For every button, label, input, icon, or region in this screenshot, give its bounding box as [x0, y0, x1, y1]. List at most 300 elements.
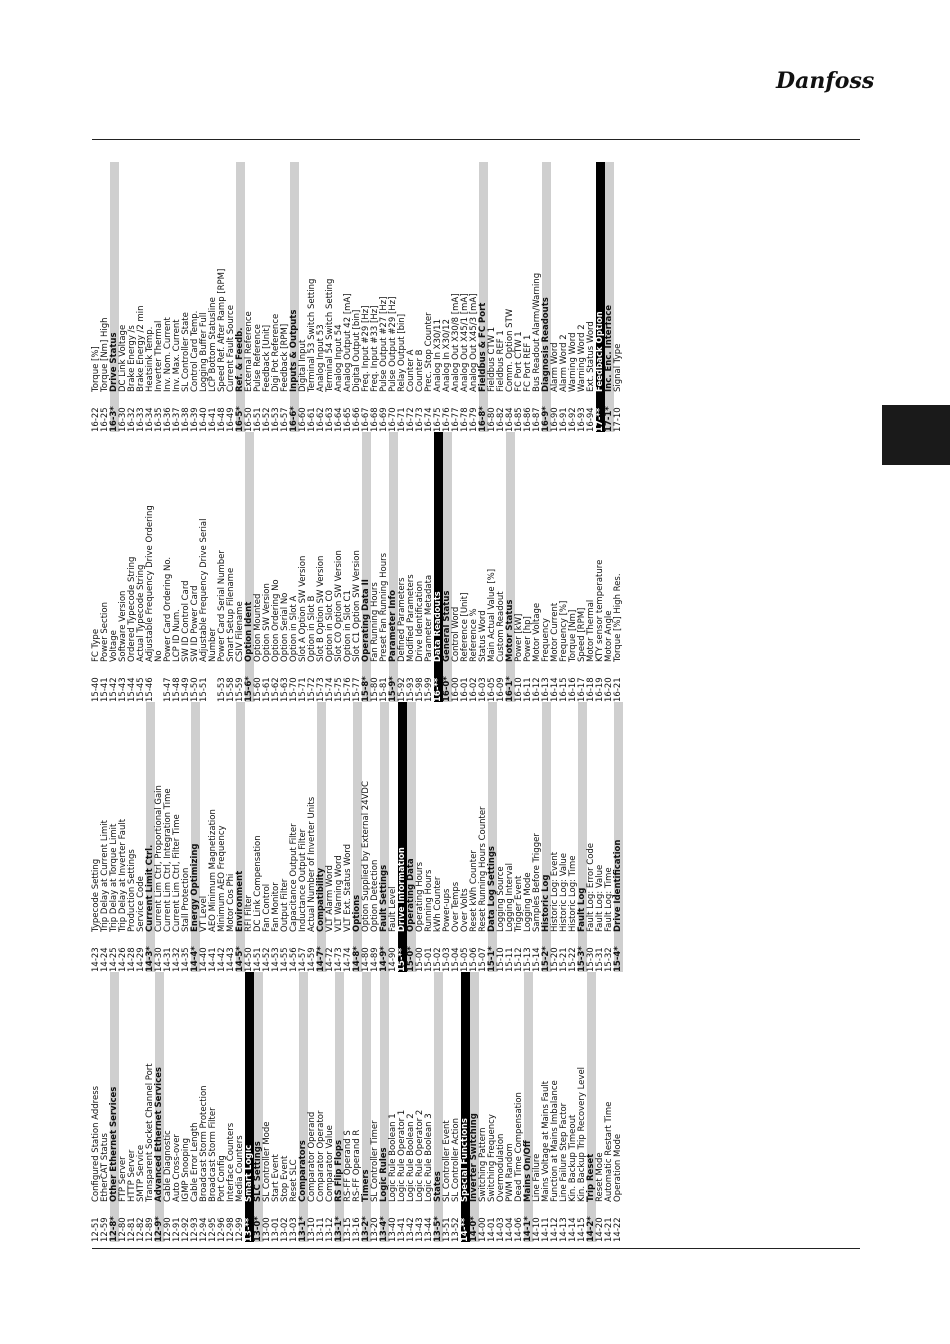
parameter-label: Bus Readout Alarm/Warning — [532, 272, 542, 392]
parameter-number: 16-15 — [559, 677, 569, 702]
parameter-number: 16-35 — [154, 407, 164, 432]
parameter-number: 13-1* — [298, 1216, 308, 1242]
parameter-label: General Status — [442, 590, 452, 662]
parameter-label: Alarm Word — [550, 342, 560, 392]
parameter-number: 15-04 — [451, 947, 461, 972]
parameter-label: Motor Status — [505, 599, 515, 662]
parameter-label: Preset Fan Running Hours — [379, 552, 389, 662]
parameter-label: Power [hp] — [523, 616, 533, 662]
parameter-label: SLC Settings — [253, 1141, 263, 1202]
parameter-label: Adjustable Frequency Drive Serial — [199, 518, 209, 662]
parameter-number: 16-10 — [514, 677, 524, 702]
parameter-label: Power Card Serial Number — [217, 550, 227, 662]
parameter-label: Motor Thermal — [586, 599, 596, 662]
parameter-row — [614, 162, 623, 432]
parameter-label: Operation Mode — [613, 1133, 623, 1202]
parameter-label: Over Temps — [451, 881, 461, 932]
parameter-number: 15-31 — [595, 947, 605, 972]
parameter-number: 12-8* — [109, 1216, 119, 1242]
parameter-number: 17-** — [595, 407, 605, 432]
parameter-label: Warning Word — [568, 332, 578, 392]
parameter-label: Defined Parameters — [397, 577, 407, 662]
parameter-number: 16-73 — [415, 407, 425, 432]
parameter-number: 16-84 — [505, 407, 515, 432]
parameter-number: 16-32 — [127, 407, 137, 432]
parameter-label: Speed Ref. After Ramp [RPM] — [217, 268, 227, 392]
parameter-number: 14-26 — [118, 947, 128, 972]
parameter-label: Ordered Typecode String — [127, 556, 137, 662]
parameter-label: SMTP Service — [136, 1144, 146, 1202]
parameter-label: Mains Voltage at Mains Fault — [541, 1080, 551, 1202]
parameter-label: Fieldbus REF 1 — [496, 330, 506, 392]
parameter-label: DC Link Compensation — [253, 835, 263, 932]
parameter-number: 14-90 — [388, 947, 398, 972]
parameter-number: 15-07 — [478, 947, 488, 972]
top-rule — [92, 139, 860, 140]
parameter-label: VLT Ext. Status Word — [343, 843, 353, 932]
parameter-number: 13-2* — [361, 1216, 371, 1242]
parameter-number: 16-53 — [271, 407, 281, 432]
parameter-label: Pulse Output #27 [Hz] — [379, 296, 389, 392]
parameter-label: Option Serial No — [280, 592, 290, 662]
parameter-number: 14-57 — [298, 947, 308, 972]
parameter-number: 16-12 — [532, 677, 542, 702]
parameter-label: Slot C1 Option SW Version — [352, 550, 362, 662]
parameter-label: Logic Rule Boolean 1 — [388, 1113, 398, 1202]
parameter-number: 13-00 — [262, 1217, 272, 1242]
parameter-label: Trip Delay at Inverter Fault — [118, 818, 128, 932]
parameter-number: 14-14 — [568, 1217, 578, 1242]
parameter-number: 12-91 — [172, 1217, 182, 1242]
parameter-number: 14-29 — [136, 947, 146, 972]
parameter-label: Stall Protection — [181, 867, 191, 932]
parameter-row — [614, 972, 623, 1242]
parameter-number: 15-21 — [559, 947, 569, 972]
parameter-number: 16-33 — [136, 407, 146, 432]
parameter-label: VLT Warning Word — [334, 855, 344, 932]
parameter-number: 13-11 — [316, 1217, 326, 1242]
parameter-number: 16-48 — [217, 407, 227, 432]
parameter-number: 15-80 — [370, 677, 380, 702]
parameter-label: Interface Counters — [226, 1122, 236, 1202]
parameter-number: 14-21 — [604, 1217, 614, 1242]
parameter-number: 14-50 — [244, 947, 254, 972]
parameter-number: 13-02 — [280, 1217, 290, 1242]
parameter-label: kWh Counter — [433, 876, 443, 932]
parameter-number: 13-1* — [334, 1216, 344, 1242]
parameter-number: 14-52 — [262, 947, 272, 972]
parameter-number: 12-96 — [217, 1217, 227, 1242]
parameter-number: 12-59 — [100, 1217, 110, 1242]
parameter-number: 16-02 — [469, 677, 479, 702]
parameter-label: Adjustable Frequency Drive Ordering — [145, 505, 155, 662]
parameter-number: 16-03 — [478, 677, 488, 702]
parameter-label: Slot A Option SW Version — [298, 555, 308, 662]
parameter-number: 14-40 — [199, 947, 209, 972]
parameter-label: Logging Mode — [523, 872, 533, 932]
parameter-number: 15-32 — [604, 947, 614, 972]
parameter-label: Kin. Backup Trip Recovery Level — [577, 1066, 587, 1202]
parameter-number: 16-05 — [487, 677, 497, 702]
parameter-number: 15-75 — [334, 677, 344, 702]
parameter-label: Relay Output [bin] — [397, 313, 407, 392]
parameter-label: Trip Delay at Torque Limit — [109, 823, 119, 932]
parameter-number: 12-94 — [199, 1217, 209, 1242]
parameter-label: Line Failure Step Factor — [559, 1102, 569, 1202]
parameter-number: 16-60 — [298, 407, 308, 432]
parameter-number: 16-3* — [109, 406, 119, 432]
parameter-number: 16-69 — [379, 407, 389, 432]
parameter-label: DC Link Voltage — [118, 324, 128, 392]
parameter-number: 14-06 — [514, 1217, 524, 1242]
parameter-label: Comparator Operand — [307, 1111, 317, 1202]
parameter-label: Timers — [361, 1169, 371, 1202]
parameter-label: Function at Mains Imbalance — [550, 1080, 560, 1202]
parameter-number: 14-43 — [226, 947, 236, 972]
parameter-label: Broadcast Storm Filter — [208, 1107, 218, 1202]
parameter-label: Logging Buffer Full — [199, 312, 209, 392]
parameter-number: 16-70 — [388, 407, 398, 432]
parameter-label: Inverter Switching — [469, 1113, 479, 1202]
parameter-label: Freq. Input #29 [Hz] — [361, 305, 371, 392]
parameter-label: Fault Log — [577, 887, 587, 932]
parameter-number: 16-18 — [586, 677, 596, 702]
parameter-label: Option in Slot B — [307, 595, 317, 662]
parameter-label: Pulse Reference — [253, 324, 263, 392]
parameter-label: Parameter Metadata — [424, 574, 434, 662]
parameter-label: Current Lim Ctrl, Integration Time — [163, 788, 173, 932]
parameter-number: 16-21 — [613, 677, 623, 702]
parameter-label: Over Volts — [460, 888, 470, 932]
parameter-label: Trigger Event — [514, 875, 524, 932]
section-heading — [614, 702, 623, 972]
parameter-number: 16-00 — [451, 677, 461, 702]
parameter-label: VLT Alarm Word — [325, 865, 335, 932]
parameter-label: Energy Optimizing — [190, 843, 200, 932]
parameter-label: Software Version — [118, 590, 128, 662]
parameter-number: 14-03 — [496, 1217, 506, 1242]
parameter-label: Power Section — [100, 602, 110, 662]
parameter-number: 16-68 — [370, 407, 380, 432]
parameter-number: 14-00 — [478, 1217, 488, 1242]
parameter-number: 14-53 — [271, 947, 281, 972]
parameter-label: Operating Data — [406, 858, 416, 932]
parameter-label: Logging Interval — [505, 863, 515, 932]
parameter-label: Running Hours — [424, 869, 434, 932]
parameter-number: 13-44 — [424, 1217, 434, 1242]
parameter-label: Control Card Temp. — [190, 310, 200, 392]
parameter-label: Drive Identification — [415, 580, 425, 662]
parameter-number: 14-01 — [487, 1217, 497, 1242]
parameter-number: 14-28 — [127, 947, 137, 972]
parameter-label: Option Ordering No — [271, 579, 281, 662]
parameter-label: Digi Pot Reference — [271, 313, 281, 392]
parameter-label: Slot B Option SW Version — [316, 555, 326, 662]
parameter-number: 13-20 — [370, 1217, 380, 1242]
parameter-number: 14-41 — [208, 947, 218, 972]
parameter-label: Drive Status — [109, 332, 119, 392]
parameter-number: 15-1* — [487, 946, 497, 972]
parameter-number: 14-55 — [280, 947, 290, 972]
parameter-number: 15-06 — [469, 947, 479, 972]
parameter-number: 15-41 — [100, 677, 110, 702]
parameter-label: PWM Random — [505, 1143, 515, 1202]
parameter-label: Power [kW] — [514, 613, 524, 662]
parameter-label: Reset SLC — [289, 1159, 299, 1202]
parameter-label: Options — [352, 894, 362, 932]
parameter-label: Analog Out X45/1 [mA] — [460, 293, 470, 392]
parameter-number: 14-80 — [361, 947, 371, 972]
parameter-number: 16-63 — [325, 407, 335, 432]
parameter-number: 16-09 — [496, 677, 506, 702]
parameter-label: Comparators — [298, 1140, 308, 1202]
parameter-label: Reset Mode — [595, 1152, 605, 1202]
parameter-label: Frequency [%] — [559, 600, 569, 662]
parameter-number: 12-9* — [154, 1216, 164, 1242]
parameter-label: Torque [Nm] — [568, 609, 578, 662]
parameter-number: 14-04 — [505, 1217, 515, 1242]
parameter-number: 16-64 — [334, 407, 344, 432]
parameter-label: EtherCAT Status — [100, 1133, 110, 1202]
parameter-number: 13-15 — [343, 1217, 353, 1242]
parameter-label: Digital Input — [298, 339, 308, 392]
danfoss-logo — [772, 58, 875, 102]
parameter-number: 14-35 — [181, 947, 191, 972]
parameter-label: Fault Log: Error Code — [586, 842, 596, 932]
parameter-label: SW ID Control Card — [181, 580, 191, 662]
parameter-label: Comparator Value — [325, 1125, 335, 1202]
parameter-label: Logic Rules — [379, 1147, 389, 1202]
parameter-number: 16-30 — [118, 407, 128, 432]
parameter-label: Digital Output [bin] — [352, 309, 362, 392]
parameter-number: 14-24 — [100, 947, 110, 972]
parameter-number: 17-10 — [613, 407, 623, 432]
parameter-label: Logic Rule Boolean 3 — [424, 1113, 434, 1202]
parameter-number: 15-03 — [442, 947, 452, 972]
parameter-label: Compatibility — [316, 867, 326, 932]
parameter-label: Motor Voltage — [532, 602, 542, 662]
parameter-label: Brake Energy /s — [127, 325, 137, 392]
parameter-label: Control Word — [451, 606, 461, 662]
parameter-label: Analog In X30/11 — [433, 319, 443, 392]
parameter-number: 15-9* — [388, 676, 398, 702]
parameter-number: 15-92 — [397, 677, 407, 702]
parameter-label: Samples Before Trigger — [532, 833, 542, 932]
parameter-number: 15-4* — [613, 946, 623, 972]
parameter-number: 15-44 — [127, 677, 137, 702]
parameter-label: Cable Error Length — [190, 1122, 200, 1202]
parameter-number: 15-45 — [136, 677, 146, 702]
parameter-label: Parameter Info — [388, 589, 398, 662]
parameter-label: LCP Bottom Statusline — [208, 297, 218, 392]
parameter-label: Actual Typecode String — [136, 564, 146, 662]
parameter-label: Status Word — [478, 610, 488, 662]
parameter-number: 14-89 — [370, 947, 380, 972]
parameter-number: 15-12 — [514, 947, 524, 972]
parameter-number: 16-19 — [595, 677, 605, 702]
parameter-number: 15-22 — [568, 947, 578, 972]
parameter-column — [92, 432, 623, 702]
parameter-label: Operating Hours — [415, 861, 425, 932]
parameter-number: 16-11 — [523, 677, 533, 702]
parameter-label: Number — [208, 627, 218, 662]
parameter-label: Fan Running Hours — [370, 582, 380, 662]
parameter-number: 15-60 — [253, 677, 263, 702]
parameter-number: 16-62 — [316, 407, 326, 432]
parameter-label: Environment — [235, 870, 245, 932]
parameter-label: Historic Log — [541, 874, 551, 932]
parameter-label: Switching Frequency — [487, 1114, 497, 1202]
parameter-label: Cable Diagnostic — [163, 1130, 173, 1202]
parameter-number: 12-93 — [190, 1217, 200, 1242]
parameter-label: Voltage — [109, 630, 119, 662]
parameter-number: 15-8* — [361, 676, 371, 702]
parameter-label: Current Limit Ctrl. — [145, 844, 155, 932]
parameter-number: 14-1* — [523, 1216, 533, 1242]
parameter-number: 16-9* — [541, 406, 551, 432]
parameter-label: Smart Setup Filename — [226, 567, 236, 662]
parameter-number: 15-14 — [532, 947, 542, 972]
parameter-label: CSIV Filename — [235, 601, 245, 662]
parameter-label: Historic Log: Value — [559, 852, 569, 932]
parameter-number: 16-01 — [460, 677, 470, 702]
parameter-number: 13-5* — [433, 1216, 443, 1242]
parameter-label: SL Controller Mode — [262, 1121, 272, 1202]
parameter-number: 13-** — [244, 1217, 254, 1242]
parameter-label: Motor Angle — [604, 610, 614, 662]
parameter-number: 15-43 — [118, 677, 128, 702]
parameter-number: 16-92 — [568, 407, 578, 432]
parameter-number: 15-51 — [199, 677, 209, 702]
parameter-label: Actual Number of Inverter Units — [307, 796, 317, 932]
parameter-number: 14-73 — [334, 947, 344, 972]
parameter-number: 16-61 — [307, 407, 317, 432]
parameter-label: Historic Log: Time — [568, 855, 578, 932]
parameter-label: Torque [Nm] High — [100, 317, 110, 392]
parameter-number: 13-0* — [253, 1216, 263, 1242]
parameter-number: 16-67 — [361, 407, 371, 432]
parameter-number: 14-11 — [541, 1217, 551, 1242]
parameter-number: 15-93 — [406, 677, 416, 702]
parameter-number: 13-51 — [442, 1217, 452, 1242]
parameter-label: Current Fault Source — [226, 305, 236, 392]
parameter-label: SL Controller Action — [451, 1118, 461, 1202]
parameter-number: 14-12 — [550, 1217, 560, 1242]
parameter-label: Diagnosis Readouts — [541, 297, 551, 392]
parameter-number: 14-4* — [190, 946, 200, 972]
parameter-number: 16-74 — [424, 407, 434, 432]
parameter-number: 16-1* — [505, 676, 515, 702]
parameter-number: 12-99 — [235, 1217, 245, 1242]
parameter-label: Mains On/Off — [523, 1140, 533, 1202]
parameter-number: 13-43 — [415, 1217, 425, 1242]
parameter-label: Comm. Option STW — [505, 308, 515, 392]
parameter-label: Motor Cos Phi — [226, 873, 236, 932]
parameter-label: Fault Level — [388, 886, 398, 932]
parameter-label: Option in Slot C0 — [325, 590, 335, 662]
parameter-number: 12-90 — [163, 1217, 173, 1242]
parameter-label: Port Config — [217, 1155, 227, 1202]
parameter-number: 16-34 — [145, 407, 155, 432]
parameter-number: 16-80 — [487, 407, 497, 432]
parameter-number: 15-42 — [109, 677, 119, 702]
parameter-label: Analog In X30/12 — [442, 319, 452, 392]
parameter-number: 15-01 — [424, 947, 434, 972]
parameter-label: Analog Out X45/3 [mA] — [469, 293, 479, 392]
parameter-number: 16-65 — [343, 407, 353, 432]
parameter-label: SL Controller Event — [442, 1120, 452, 1202]
parameter-label: Inc. Enc. Interface — [604, 305, 614, 392]
parameter-label: Configured Station Address — [91, 1085, 101, 1202]
parameter-label: RS Flip Flops — [334, 1139, 344, 1202]
parameter-label: Special Functions — [460, 1118, 470, 1202]
parameter-label: Ext. Status Word — [586, 321, 596, 392]
parameter-label: Logic Rule Boolean 2 — [406, 1113, 416, 1202]
parameter-number: 16-14 — [550, 677, 560, 702]
parameter-number: 14-13 — [559, 1217, 569, 1242]
parameter-label: Logic Rule Operator 2 — [415, 1109, 425, 1202]
parameter-number: 14-9* — [379, 946, 389, 972]
parameter-label: Terminal 53 Switch Setting — [307, 278, 317, 392]
parameter-label: Counter A — [406, 349, 416, 392]
parameter-number: 15-61 — [262, 677, 272, 702]
parameter-number: 14-2* — [586, 1216, 596, 1242]
parameter-label: Feedback Option — [595, 311, 605, 392]
parameter-label: FC Port CTW 1 — [514, 331, 524, 392]
parameter-number: 15-59 — [235, 677, 245, 702]
parameter-number: 16-5* — [235, 406, 245, 432]
parameter-label: Operating Data II — [361, 579, 371, 662]
parameter-number: 15-71 — [298, 677, 308, 702]
parameter-number: 13-10 — [307, 1217, 317, 1242]
parameter-number: 14-23 — [91, 947, 101, 972]
parameter-number: 16-37 — [172, 407, 182, 432]
parameter-number: 15-50 — [190, 677, 200, 702]
parameter-number: 15-62 — [271, 677, 281, 702]
parameter-label: Option SW Version — [262, 583, 272, 662]
parameter-number: 15-70 — [289, 677, 299, 702]
parameter-label: FC Type — [91, 628, 101, 662]
parameter-number: 13-40 — [388, 1217, 398, 1242]
parameter-label: External Reference — [244, 311, 254, 392]
parameter-label: Modified Parameters — [406, 574, 416, 662]
parameter-label: Heatsink Temp. — [145, 326, 155, 392]
parameter-number: 16-90 — [550, 407, 560, 432]
parameter-number: 13-12 — [325, 1217, 335, 1242]
parameter-number: 16-13 — [541, 677, 551, 702]
parameter-label: Option Mounted — [253, 593, 263, 662]
parameter-number: 15-** — [397, 947, 407, 972]
parameter-label: Inverter Thermal — [154, 320, 164, 392]
parameter-number: 16-78 — [460, 407, 470, 432]
parameter-label: Line Failure — [532, 1153, 542, 1202]
parameter-label: Fan Control — [262, 883, 272, 932]
parameter-label: Output Filter — [280, 878, 290, 932]
parameter-label: Option Supplied by External 24VDC — [361, 781, 371, 932]
parameter-number: 15-3* — [577, 946, 587, 972]
parameter-number: 12-92 — [181, 1217, 191, 1242]
parameter-number: 12-81 — [127, 1217, 137, 1242]
parameter-number: 13-03 — [289, 1217, 299, 1242]
parameter-number: 12-82 — [136, 1217, 146, 1242]
parameter-label: Current Lim Ctrl, Proportional Gain — [154, 785, 164, 932]
parameter-number: 15-99 — [424, 677, 434, 702]
parameter-label: Power-ups — [442, 888, 452, 932]
parameter-label: Inductance Output Filter — [298, 828, 308, 932]
parameter-label: Counter B — [415, 349, 425, 392]
parameter-number: 16-39 — [190, 407, 200, 432]
parameter-number: 13-01 — [271, 1217, 281, 1242]
